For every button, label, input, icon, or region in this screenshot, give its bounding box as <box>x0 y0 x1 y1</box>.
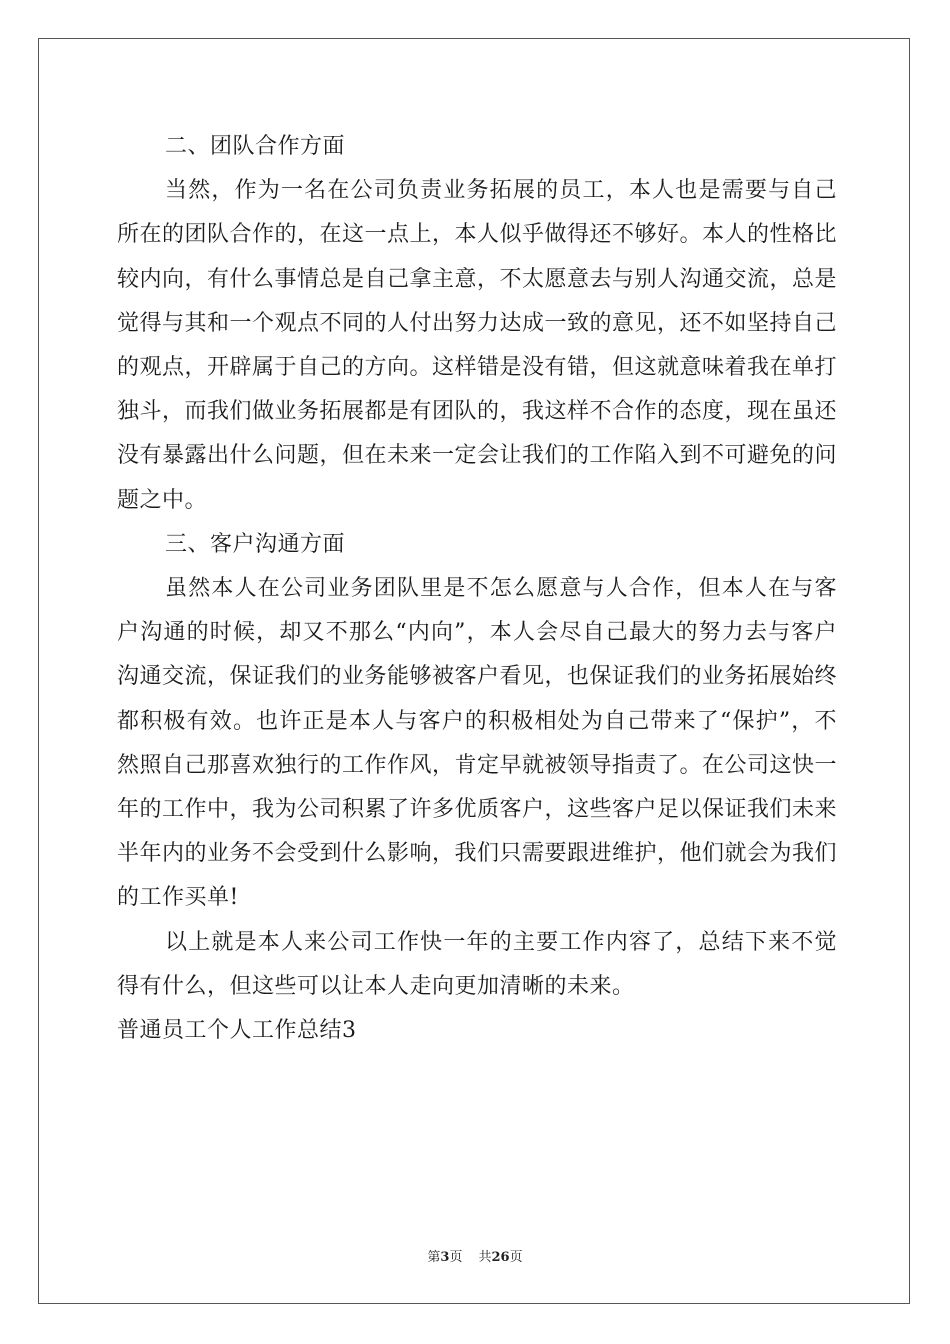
section-heading-customer: 三、客户沟通方面 <box>165 531 346 557</box>
page-footer <box>0 1246 950 1265</box>
footer-total-prefix: 共 <box>478 1250 492 1265</box>
footer-page-suffix: 页 <box>449 1250 463 1265</box>
document-body <box>117 125 837 1053</box>
document-title: 普通员工个人工作总结3 <box>117 1018 357 1044</box>
footer-total-suffix: 页 <box>509 1250 523 1265</box>
footer-page-number: 3 <box>440 1250 450 1265</box>
footer-total-pages: 26 <box>491 1250 510 1265</box>
paragraph-conclusion: 以上就是本人来公司工作快一年的主要工作内容了，总结下来不觉得有什么，但这些可以让本人走向更加清晰的未来。 <box>117 929 837 999</box>
section-heading-team: 二、团队合作方面 <box>165 134 346 159</box>
paragraph-team-cooperation: 当然，作为一名在公司负责业务拓展的员工，本人也是需要与自己所在的团队合作的，在这一点上，本人似乎做得还不够好。本人的性格比较内向，有什么事情总是自己拿主意，不太愿意去与别人沟通交流，总是觉得与其和一个观点不同的人付出努力达成一致的意见，还不如坚持自己的观点，开辟属于自己的方向。这样错是没有错，但这就意味着我在单打独斗，而我们做业务拓展都是有团队的，我这样不合作的态度，现在虽还没有暴露出什么问题，但在未来一定会让我们的工作陷入到不可避免的问题之中。 <box>117 178 838 513</box>
paragraph-customer-communication: 虽然本人在公司业务团队里是不怎么愿意与人合作，但本人在与客户沟通的时候，却又不那么“内向”，本人会尽自己最大的努力去与客户沟通交流，保证我们的业务能够被客户看见，也保证我们的业务拓展始终都积极有效。也许正是本人与客户的积极相处为自己带来了“保护”，不然照自己那喜欢独行的工作作风，肯定早就被领导指责了。在公司这快一年的工作中，我为公司积累了许多优质客户，这些客户足以保证我们未来半年内的业务不会受到什么影响，我们只需要跟进维护，他们就会为我们的工作买单! <box>117 576 838 911</box>
footer-page-prefix: 第 <box>427 1250 441 1265</box>
